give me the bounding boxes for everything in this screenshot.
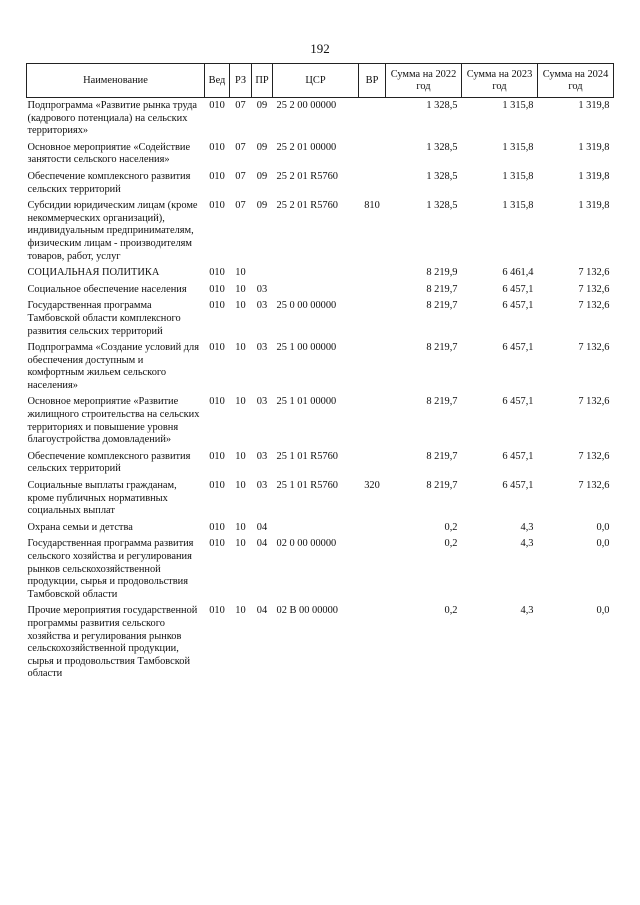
row-sum-2024: 1 319,8 (578, 100, 610, 111)
row-vr: 810 (364, 200, 380, 212)
row-name: Охрана семьи и детства (27, 521, 133, 533)
row-name: Субсидии юридическим лицам (кроме некоммерческих организаций), индивидуальным предпринимателям, физическим лицам - производителям товаров, работ, услуг (27, 200, 198, 262)
row-csr: 02 0 00 00000 (276, 538, 337, 550)
table-body (27, 98, 614, 685)
row-ved: 010 (209, 283, 225, 295)
row-sum-2022: 8 219,9 (426, 267, 458, 279)
row-vr (359, 342, 386, 396)
row-csr: 02 В 00 00000 (276, 605, 338, 617)
row-ved: 010 (209, 396, 225, 408)
row-name: Социальные выплаты гражданам, кроме публичных нормативных социальных выплат (27, 480, 177, 517)
table-row (27, 200, 614, 267)
row-rz: 10 (235, 480, 246, 492)
row-ved: 010 (209, 141, 225, 153)
row-vr (359, 396, 386, 450)
page-number: 192 (310, 41, 330, 56)
row-rz: 07 (235, 200, 246, 212)
row-sum-2023: 4,3 (520, 538, 534, 550)
row-csr: 25 1 01 R5760 (276, 450, 338, 462)
row-pr: 09 (256, 200, 268, 212)
table-header (27, 64, 614, 98)
row-sum-2022: 1 328,5 (426, 141, 458, 153)
row-sum-2024: 7 132,6 (578, 342, 610, 354)
header-sum-2022: Сумма на 2022 год (386, 64, 462, 98)
row-sum-2023: 6 457,1 (502, 396, 534, 408)
row-sum-2024: 0,0 (596, 538, 610, 550)
row-sum-2023: 6 457,1 (502, 480, 534, 492)
row-sum-2024: 7 132,6 (578, 450, 610, 462)
row-name: Обеспечение комплексного развития сельских территорий (27, 170, 191, 195)
header-csr: ЦСР (273, 64, 359, 98)
header-name: Наименование (27, 64, 205, 98)
row-name: Государственная программа развития сельского хозяйства и регулирования рынков сельскохозяйственной продукции, сырья и продовольствия Тамбовской области (27, 538, 194, 600)
header-vr: ВР (359, 64, 386, 98)
table-row (27, 142, 614, 171)
row-rz: 10 (235, 605, 246, 617)
row-sum-2023: 1 315,8 (502, 141, 534, 153)
header-pr: ПР (252, 64, 273, 98)
row-sum-2022: 0,2 (444, 605, 458, 617)
row-pr: 03 (256, 396, 268, 408)
row-name: Подпрограмма «Развитие рынка труда (кадрового потенциала) на сельских территориях» (27, 100, 197, 137)
row-sum-2022: 8 219,7 (426, 300, 458, 312)
row-sum-2024: 7 132,6 (578, 300, 610, 312)
row-csr: 25 2 00 00000 (276, 100, 337, 111)
table-row (27, 396, 614, 450)
row-vr (359, 142, 386, 171)
row-rz: 10 (235, 521, 246, 533)
row-rz: 10 (235, 538, 246, 550)
row-csr: 25 1 00 00000 (276, 342, 337, 354)
table-row (27, 171, 614, 200)
row-vr (359, 98, 386, 142)
table-row (27, 267, 614, 284)
row-pr: 03 (256, 342, 268, 354)
row-pr: 04 (256, 605, 268, 617)
row-name: СОЦИАЛЬНАЯ ПОЛИТИКА (27, 267, 160, 279)
row-rz: 10 (235, 283, 246, 295)
row-sum-2023: 6 457,1 (502, 450, 534, 462)
row-ved: 010 (209, 521, 225, 533)
row-rz: 10 (235, 342, 246, 354)
row-csr (273, 522, 359, 539)
row-sum-2022: 0,2 (444, 521, 458, 533)
row-name: Основное мероприятие «Содействие занятости сельского населения» (27, 141, 191, 166)
row-pr: 09 (256, 170, 268, 182)
row-rz: 10 (235, 450, 246, 462)
row-sum-2022: 1 328,5 (426, 200, 458, 212)
header-rz: РЗ (230, 64, 252, 98)
row-ved: 010 (209, 342, 225, 354)
row-vr (359, 300, 386, 342)
row-ved: 010 (209, 300, 225, 312)
row-name: Прочие мероприятия государственной программы развития сельского хозяйства и регулирования рынков сельскохозяйственной продукции, сырья и продовольствия Тамбовской области (27, 605, 198, 680)
row-rz: 10 (235, 396, 246, 408)
table-row (27, 284, 614, 301)
row-pr: 04 (256, 538, 268, 550)
row-sum-2024: 1 319,8 (578, 200, 610, 212)
row-sum-2024: 0,0 (596, 521, 610, 533)
table-row (27, 300, 614, 342)
row-name: Основное мероприятие «Развитие жилищного строительства на сельских территориях и повышение уровня благоустройства домовладений» (27, 396, 200, 446)
table-row (27, 605, 614, 685)
row-vr (359, 522, 386, 539)
row-sum-2024: 1 319,8 (578, 141, 610, 153)
row-vr: 320 (364, 480, 380, 492)
row-sum-2024: 7 132,6 (578, 480, 610, 492)
row-name: Государственная программа Тамбовской области комплексного развития сельских территорий (27, 300, 181, 337)
row-ved: 010 (209, 480, 225, 492)
table-row (27, 451, 614, 480)
row-sum-2022: 8 219,7 (426, 283, 458, 295)
row-rz: 10 (235, 267, 246, 279)
row-csr: 25 2 01 R5760 (276, 170, 338, 182)
budget-table (26, 63, 614, 685)
table-row (27, 342, 614, 396)
row-vr (359, 451, 386, 480)
row-csr: 25 2 01 R5760 (276, 200, 338, 212)
table-row (27, 480, 614, 522)
row-sum-2022: 0,2 (444, 538, 458, 550)
row-pr: 09 (256, 141, 268, 153)
row-name: Социальное обеспечение населения (27, 283, 187, 295)
row-ved: 010 (209, 200, 225, 212)
row-pr (252, 267, 273, 284)
row-pr: 03 (256, 300, 268, 312)
row-name: Обеспечение комплексного развития сельских территорий (27, 450, 191, 475)
row-sum-2023: 6 457,1 (502, 283, 534, 295)
header-sum-2023: Сумма на 2023 год (462, 64, 538, 98)
row-pr: 03 (256, 450, 268, 462)
row-rz: 10 (235, 300, 246, 312)
row-ved: 010 (209, 100, 225, 111)
row-sum-2023: 6 457,1 (502, 300, 534, 312)
row-sum-2024: 1 319,8 (578, 170, 610, 182)
row-ved: 010 (209, 605, 225, 617)
row-sum-2022: 1 328,5 (426, 100, 458, 111)
row-vr (359, 267, 386, 284)
row-csr: 25 2 01 00000 (276, 141, 337, 153)
header-sum-2024: Сумма на 2024 год (538, 64, 614, 98)
row-sum-2022: 8 219,7 (426, 450, 458, 462)
row-sum-2022: 8 219,7 (426, 480, 458, 492)
row-sum-2023: 4,3 (520, 605, 534, 617)
table-row (27, 538, 614, 605)
row-pr: 03 (256, 283, 268, 295)
row-sum-2023: 6 457,1 (502, 342, 534, 354)
row-sum-2023: 1 315,8 (502, 200, 534, 212)
row-sum-2024: 0,0 (596, 605, 610, 617)
row-csr (273, 267, 359, 284)
row-rz: 07 (235, 170, 246, 182)
row-sum-2022: 8 219,7 (426, 342, 458, 354)
row-sum-2023: 4,3 (520, 521, 534, 533)
row-vr (359, 284, 386, 301)
row-vr (359, 171, 386, 200)
row-rz: 07 (235, 100, 246, 111)
row-sum-2022: 1 328,5 (426, 170, 458, 182)
header-ved: Вед (205, 64, 230, 98)
row-sum-2024: 7 132,6 (578, 267, 610, 279)
row-vr (359, 538, 386, 605)
row-name: Подпрограмма «Создание условий для обеспечения доступным и комфортным жильем сельского населения» (27, 342, 200, 391)
row-ved: 010 (209, 538, 225, 550)
row-sum-2023: 1 315,8 (502, 100, 534, 111)
row-csr (273, 284, 359, 301)
table-row (27, 98, 614, 142)
row-vr (359, 605, 386, 685)
row-sum-2024: 7 132,6 (578, 396, 610, 408)
row-pr: 03 (256, 480, 268, 492)
row-csr: 25 0 00 00000 (276, 300, 337, 312)
row-sum-2024: 7 132,6 (578, 283, 610, 295)
row-sum-2023: 1 315,8 (502, 170, 534, 182)
row-ved: 010 (209, 170, 225, 182)
row-pr: 09 (256, 100, 268, 111)
row-rz: 07 (235, 141, 246, 153)
row-csr: 25 1 01 R5760 (276, 480, 338, 492)
row-ved: 010 (209, 267, 225, 279)
row-csr: 25 1 01 00000 (276, 396, 337, 408)
table-row (27, 522, 614, 539)
row-ved: 010 (209, 450, 225, 462)
row-pr: 04 (256, 521, 268, 533)
row-sum-2023: 6 461,4 (502, 267, 534, 279)
row-sum-2022: 8 219,7 (426, 396, 458, 408)
